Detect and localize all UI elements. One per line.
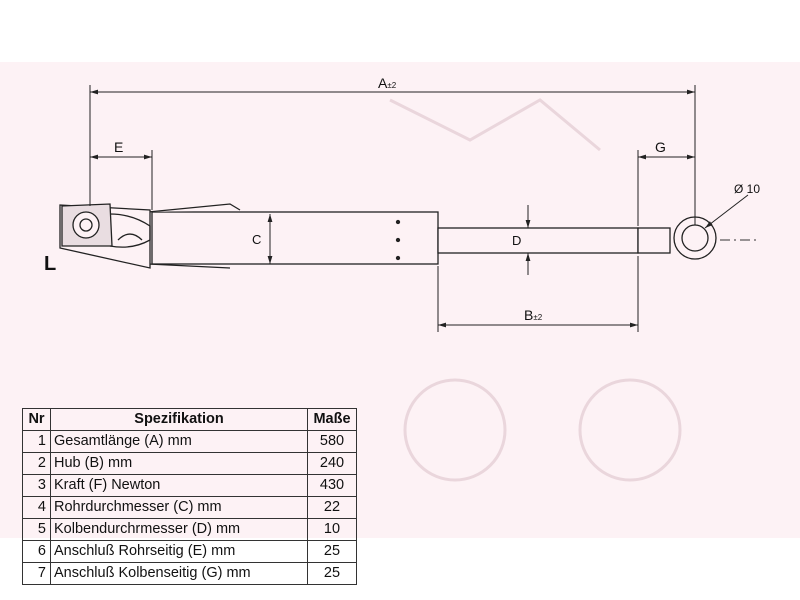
row-value: 240 — [308, 453, 357, 475]
table-row — [23, 497, 357, 519]
spec-table — [22, 408, 357, 585]
dim-a-label: A±2 — [378, 75, 397, 91]
row-value: 580 — [308, 431, 357, 453]
row-value: 10 — [308, 519, 357, 541]
watermark — [390, 100, 680, 480]
dim-g-label: G — [655, 139, 666, 155]
row-spec: Anschluß Rohrseitig (E) mm — [51, 541, 308, 563]
row-spec: Kolbendurchrmesser (D) mm — [51, 519, 308, 541]
row-nr: 2 — [23, 453, 51, 475]
row-spec: Rohrdurchmesser (C) mm — [51, 497, 308, 519]
row-spec: Gesamtlänge (A) mm — [51, 431, 308, 453]
table-row — [23, 541, 357, 563]
header-nr: Nr — [23, 409, 51, 431]
dim-e-label: E — [114, 139, 124, 155]
row-nr: 5 — [23, 519, 51, 541]
row-spec: Kraft (F) Newton — [51, 475, 308, 497]
header-value: Maße — [308, 409, 357, 431]
row-nr: 1 — [23, 431, 51, 453]
dim-d-label: D — [512, 233, 522, 248]
table-row — [23, 563, 357, 585]
row-value: 25 — [308, 541, 357, 563]
row-nr: 7 — [23, 563, 51, 585]
row-value: 430 — [308, 475, 357, 497]
drawing-sheet — [0, 62, 800, 581]
table-row — [23, 453, 357, 475]
piston-rod — [438, 228, 670, 253]
table-row — [23, 431, 357, 453]
cylinder-body — [60, 204, 438, 268]
dim-b-label: B±2 — [524, 307, 543, 323]
row-nr: 4 — [23, 497, 51, 519]
row-nr: 6 — [23, 541, 51, 563]
dim-c-label: C — [252, 232, 262, 247]
eye-diameter-label: Ø 10 — [734, 182, 761, 196]
row-nr: 3 — [23, 475, 51, 497]
row-spec: Hub (B) mm — [51, 453, 308, 475]
side-label: L — [44, 253, 57, 275]
header-spec: Spezifikation — [51, 409, 308, 431]
table-row — [23, 475, 357, 497]
table-row — [23, 519, 357, 541]
row-value: 25 — [308, 563, 357, 585]
row-spec: Anschluß Kolbenseitig (G) mm — [51, 563, 308, 585]
table-header-row — [23, 409, 357, 431]
row-value: 22 — [308, 497, 357, 519]
